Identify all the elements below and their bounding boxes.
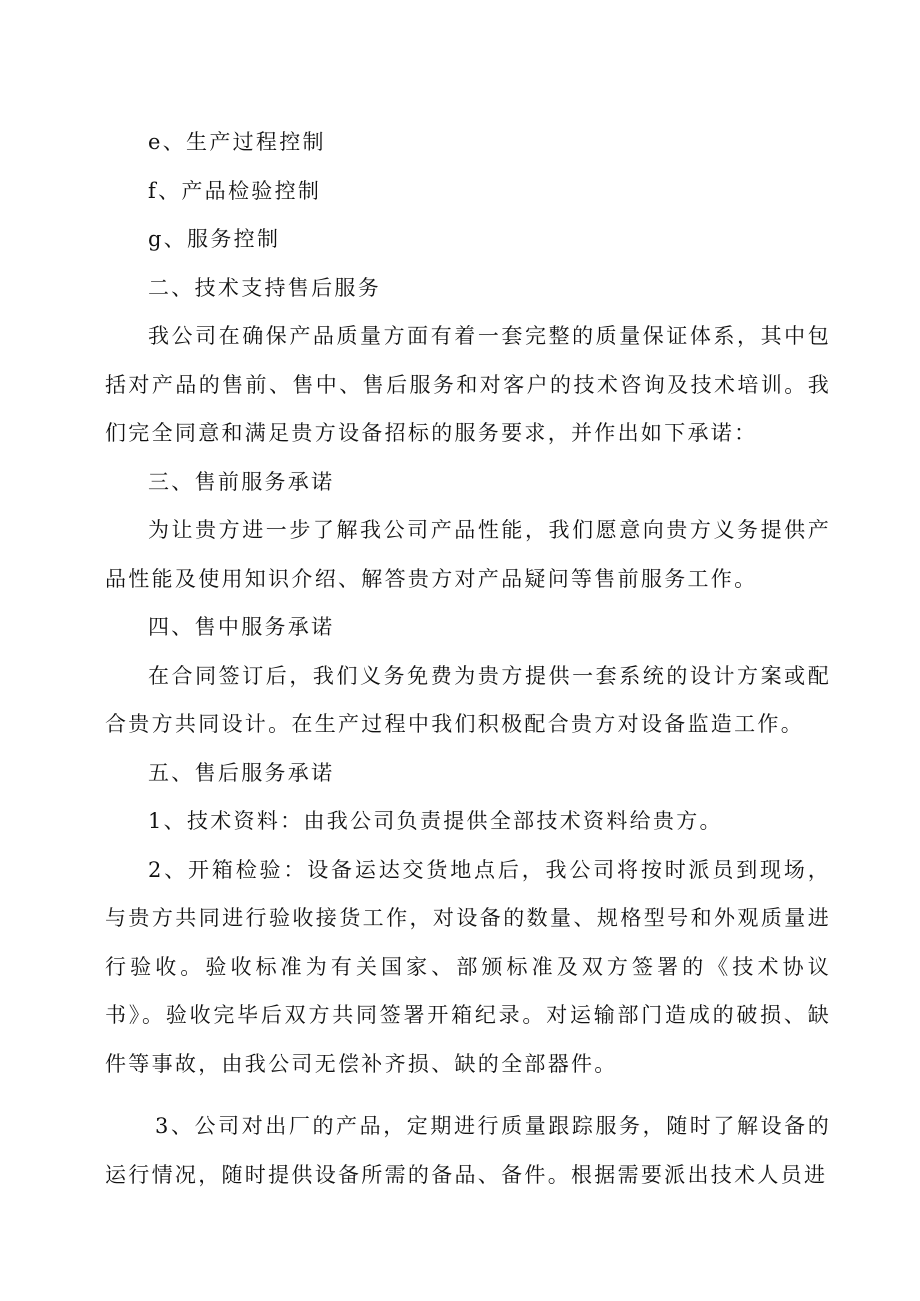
- section-heading-5: 五、售后服务承诺: [148, 760, 335, 785]
- list-item-2: 2、开箱检验：设备运达交货地点后，我公司将按时派员到现场，与贵方共同进行验收接货工作，对设备的数量、规格型号和外观质量进行验收。验收标准为有关国家、部颁标准及双方签署的《技术协议书》。验收完毕后双方共同签署开箱纪录。对运输部门造成的破损、缺件等事故，由我公司无偿补齐损、缺的全部器件。: [105, 857, 831, 1076]
- paragraph-insale: 在合同签订后，我们义务免费为贵方提供一套系统的设计方案或配合贵方共同设计。在生产过程中我们积极配合贵方对设备监造工作。: [105, 663, 831, 736]
- paragraph-presale: 为让贵方进一步了解我公司产品性能，我们愿意向贵方义务提供产品性能及使用知识介绍、解答贵方对产品疑问等售前服务工作。: [105, 518, 831, 591]
- section-heading-3: 三、售前服务承诺: [148, 469, 335, 494]
- document-body: [105, 118, 831, 1199]
- list-item-e: e、生产过程控制: [148, 130, 326, 154]
- list-item-1: 1、技术资料：由我公司负责提供全部技术资料给贵方。: [148, 809, 723, 833]
- paragraph-quality-system: 我公司在确保产品质量方面有着一套完整的质量保证体系，其中包括对产品的售前、售中、售后服务和对客户的技术咨询及技术培训。我们完全同意和满足贵方设备招标的服务要求，并作出如下承诺：: [105, 324, 831, 445]
- section-heading-2: 二、技术支持售后服务: [148, 275, 381, 300]
- list-item-f: f、产品检验控制: [148, 178, 322, 203]
- list-item-g: g、服务控制: [148, 227, 281, 251]
- list-item-3: 3、公司对出厂的产品，定期进行质量跟踪服务，随时了解设备的运行情况，随时提供设备所需的备品、备件。根据需要派出技术人员进: [105, 1114, 831, 1187]
- section-heading-4: 四、售中服务承诺: [148, 615, 335, 639]
